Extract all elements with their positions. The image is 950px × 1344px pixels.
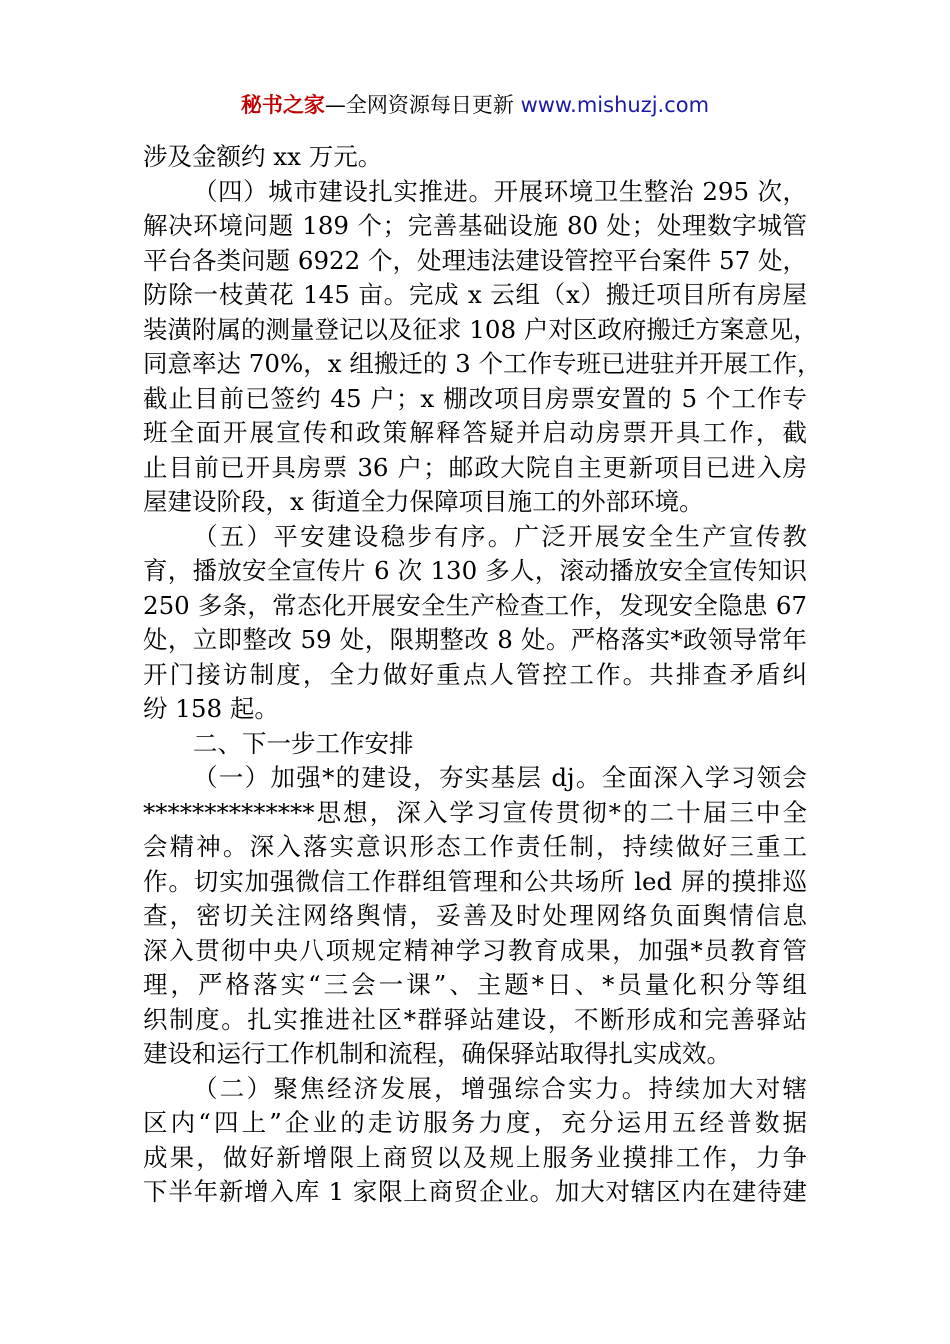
text-line: 处，立即整改 59 处，限期整改 8 处。严格落实*政领导常年 (143, 625, 807, 654)
text-line: 平台各类问题 6922 个，处理违法建设管控平台案件 57 处， (143, 245, 807, 275)
text-line: 纷 158 起。 (143, 694, 279, 723)
text-line: （一）加强*的建设，夯实基层 dj。全面深入学习领会 (193, 763, 807, 792)
text-line: 同意率达 70%，x 组搬迁的 3 个工作专班已进驻并开展工作， (143, 349, 822, 378)
text-line: 涉及金额约 xx 万元。 (143, 142, 383, 171)
text-line: （四）城市建设扎实推进。开展环境卫生整治 295 次， (193, 176, 807, 206)
site-brand: 秘书之家 (240, 93, 325, 117)
text-line: 深入贯彻中央八项规定精神学习教育成果，加强*员教育管 (143, 935, 807, 965)
text-line: 班全面开展宣传和政策解释答疑并启动房票开具工作，截 (143, 418, 807, 447)
text-line: 止目前已开具房票 36 户；邮政大院自主更新项目已进入房 (143, 452, 807, 482)
text-line: 250 多条，常态化开展安全生产检查工作，发现安全隐患 67 (143, 590, 807, 620)
text-line: 二、下一步工作安排 (193, 728, 414, 758)
text-line: 防除一枝黄花 145 亩。完成 x 云组（x）搬迁项目所有房屋 (143, 280, 807, 309)
site-tagline: —全网资源每日更新 (324, 93, 514, 117)
text-line: 解决环境问题 189 个；完善基础设施 80 处；处理数字城管 (143, 211, 807, 240)
text-line: 截止目前已签约 45 户；x 棚改项目房票安置的 5 个工作专 (143, 383, 807, 413)
text-line: 成果，做好新增限上商贸以及规上服务业摸排工作，力争 (143, 1142, 807, 1172)
text-line: 开门接访制度，全力做好重点人管控工作。共排查矛盾纠 (143, 659, 807, 689)
text-line: 建设和运行工作机制和流程，确保驿站取得扎实成效。 (143, 1039, 731, 1068)
text-line: 区内“四上”企业的走访服务力度，充分运用五经普数据 (143, 1108, 807, 1137)
text-line: 作。切实加强微信工作群组管理和公共场所 led 屏的摸排巡 (143, 866, 807, 896)
text-line: **************思想，深入学习宣传贯彻*的二十届三中全 (143, 797, 807, 827)
text-line: 屋建设阶段，x 街道全力保障项目施工的外部环境。 (143, 487, 704, 516)
page-header (0, 90, 950, 120)
text-line: （二）聚焦经济发展，增强综合实力。持续加大对辖 (193, 1073, 807, 1103)
text-line: 织制度。扎实推进社区*群驿站建设，不断形成和完善驿站 (143, 1004, 807, 1034)
text-line: 查，密切关注网络舆情，妥善及时处理网络负面舆情信息 (143, 901, 807, 930)
site-url-link[interactable]: www.mishuzj.com (520, 93, 710, 117)
text-line: 下半年新增入库 1 家限上商贸企业。加大对辖区内在建待建 (143, 1177, 807, 1206)
text-line: 理，严格落实“三会一课”、主题*日、*员量化积分等组 (143, 970, 807, 999)
document-body (143, 140, 822, 1210)
text-line: 装潢附属的测量登记以及征求 108 户对区政府搬迁方案意见， (143, 314, 818, 344)
text-line: 会精神。深入落实意识形态工作责任制，持续做好三重工 (143, 832, 807, 861)
text-line: （五）平安建设稳步有序。广泛开展安全生产宣传教 (193, 521, 807, 551)
text-line: 育，播放安全宣传片 6 次 130 多人，滚动播放安全宣传知识 (143, 556, 807, 585)
